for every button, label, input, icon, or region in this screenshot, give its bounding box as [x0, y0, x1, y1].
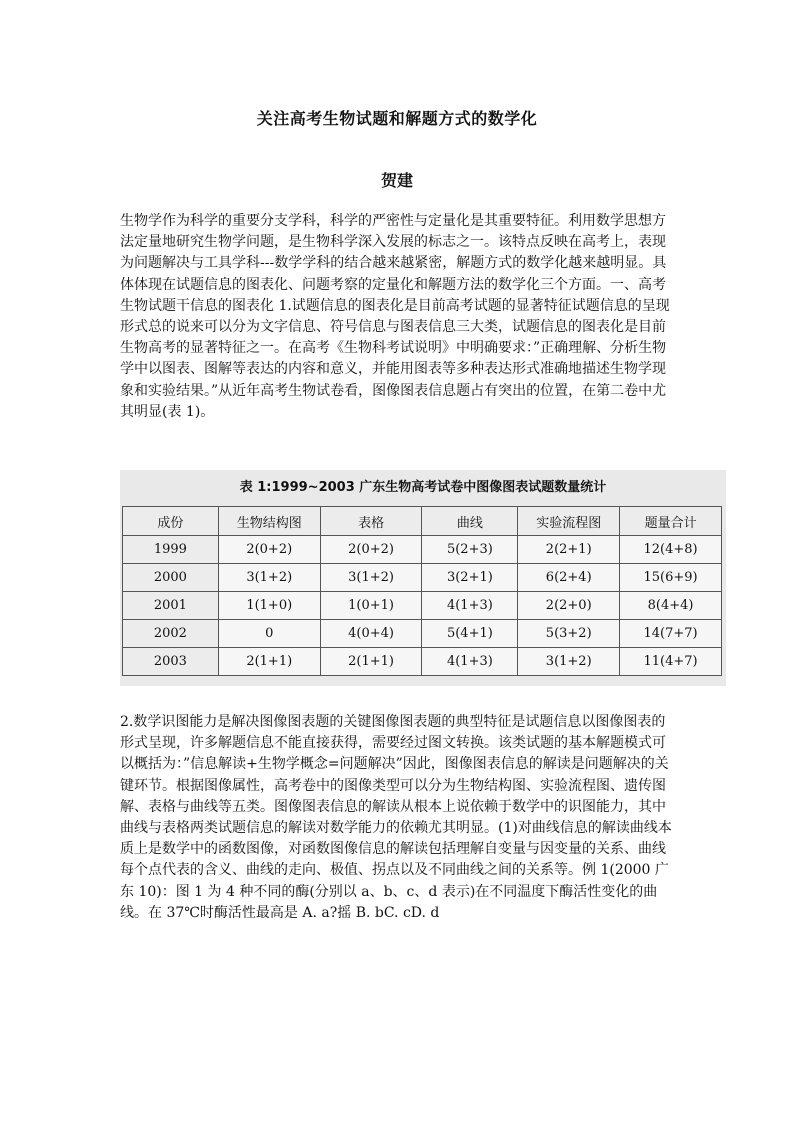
table-cell: 5(3+2) [518, 620, 620, 648]
header-cell: 曲线 [422, 507, 518, 536]
statistics-table [122, 506, 722, 676]
table-cell: 2(1+1) [320, 648, 422, 676]
author-name: 贺建 [380, 171, 413, 190]
table-cell: 3(1+2) [320, 564, 422, 592]
table-row [123, 564, 722, 592]
header-cell: 实验流程图 [518, 507, 620, 536]
table-cell: 14(7+7) [620, 620, 722, 648]
table-cell: 4(1+3) [422, 648, 518, 676]
table-row [123, 592, 722, 620]
table-cell: 8(4+4) [620, 592, 722, 620]
table-cell: 11(4+7) [620, 648, 722, 676]
table-cell: 2(2+0) [518, 592, 620, 620]
body-paragraph-1: 生物学作为科学的重要分支学科，科学的严密性与定量化是其重要特征。利用数学思想方法定量地研究生物学问题，是生物科学深入发展的标志之一。该特点反映在高考上，表现为问题解决与工具学科---数学学科的结合越来越紧密，解题方式的数学化越来越明显。具体体现在试题信息的图表化、问题考察的定量化和解题方法的数学化三个方面。一、高考生物试题干信息的图表化 1.试题信息的图表化是目前高考试题的显著特征试题信息的呈现形式总的说来可以分为文字信息、符号信息与图表信息三大类，试题信息的图表化是目前生物高考的显著特征之一。在高考《生物科考试说明》中明确要求：”正确理解、分析生物学中以图表、图解等表达的内容和意义，并能用图表等多种表达形式准确地描述生物学现象和实验结果。”从近年高考生物试卷看，图像图表信息题占有突出的位置，在第二卷中尤其明显(表 1)。 [120, 213, 670, 420]
header-cell: 生物结构图 [218, 507, 320, 536]
table-cell: 1(0+1) [320, 592, 422, 620]
header-cell: 表格 [320, 507, 422, 536]
table-cell: 3(1+2) [218, 564, 320, 592]
header-cell: 成份 [123, 507, 219, 536]
table-row [123, 648, 722, 676]
body-paragraph-2: 2.数学识图能力是解决图像图表题的关键图像图表题的典型特征是试题信息以图像图表的形式呈现，许多解题信息不能直接获得，需要经过图文转换。该类试题的基本解题模式可以概括为：”信息解读+生物学概念=问题解决”因此，图像图表信息的解读是问题解决的关键环节。根据图像属性，高考卷中的图像类型可以分为生物结构图、实验流程图、遗传图解、表格与曲线等五类。图像图表信息的解读从根本上说依赖于数学中的识图能力，其中曲线与表格两类试题信息的解读对数学能力的依赖尤其明显。(1)对曲线信息的解读曲线本质上是数学中的函数图像，对函数图像信息的解读包括理解自变量与因变量的关系、曲线每个点代表的含义、曲线的走向、极值、拐点以及不同曲线之间的关系等。例 1(2000 广东 10)：图 1 为 4 种不同的酶(分别以 a、b、c、d 表示)在不同温度下酶活性变化的曲线。在 37℃时酶活性最高是 A. a?摇 B. bC. cD. d [120, 714, 672, 921]
table-cell: 4(0+4) [320, 620, 422, 648]
table-cell: 3(1+2) [518, 648, 620, 676]
table-cell: 3(2+1) [422, 564, 518, 592]
table-cell: 6(2+4) [518, 564, 620, 592]
table-cell: 2(1+1) [218, 648, 320, 676]
table-cell: 2(2+1) [518, 536, 620, 564]
document-title: 关注高考生物试题和解题方式的数学化 [256, 109, 538, 128]
table-cell: 1999 [123, 536, 219, 564]
table-cell: 12(4+8) [620, 536, 722, 564]
table-row [123, 536, 722, 564]
table-cell: 2002 [123, 620, 219, 648]
table-figure [120, 470, 726, 686]
table-header-row [123, 507, 722, 536]
header-cell: 题量合计 [620, 507, 722, 536]
table-cell: 0 [218, 620, 320, 648]
table-cell: 1(1+0) [218, 592, 320, 620]
table-cell: 2000 [123, 564, 219, 592]
table-cell: 15(6+9) [620, 564, 722, 592]
table-cell: 2(0+2) [218, 536, 320, 564]
table-cell: 4(1+3) [422, 592, 518, 620]
table-cell: 5(4+1) [422, 620, 518, 648]
table-row [123, 620, 722, 648]
table-cell: 2003 [123, 648, 219, 676]
table-caption: 表 1:1999~2003 广东生物高考试卷中图像图表试题数量统计 [239, 480, 607, 495]
table-cell: 2(0+2) [320, 536, 422, 564]
table-cell: 5(2+3) [422, 536, 518, 564]
table-cell: 2001 [123, 592, 219, 620]
